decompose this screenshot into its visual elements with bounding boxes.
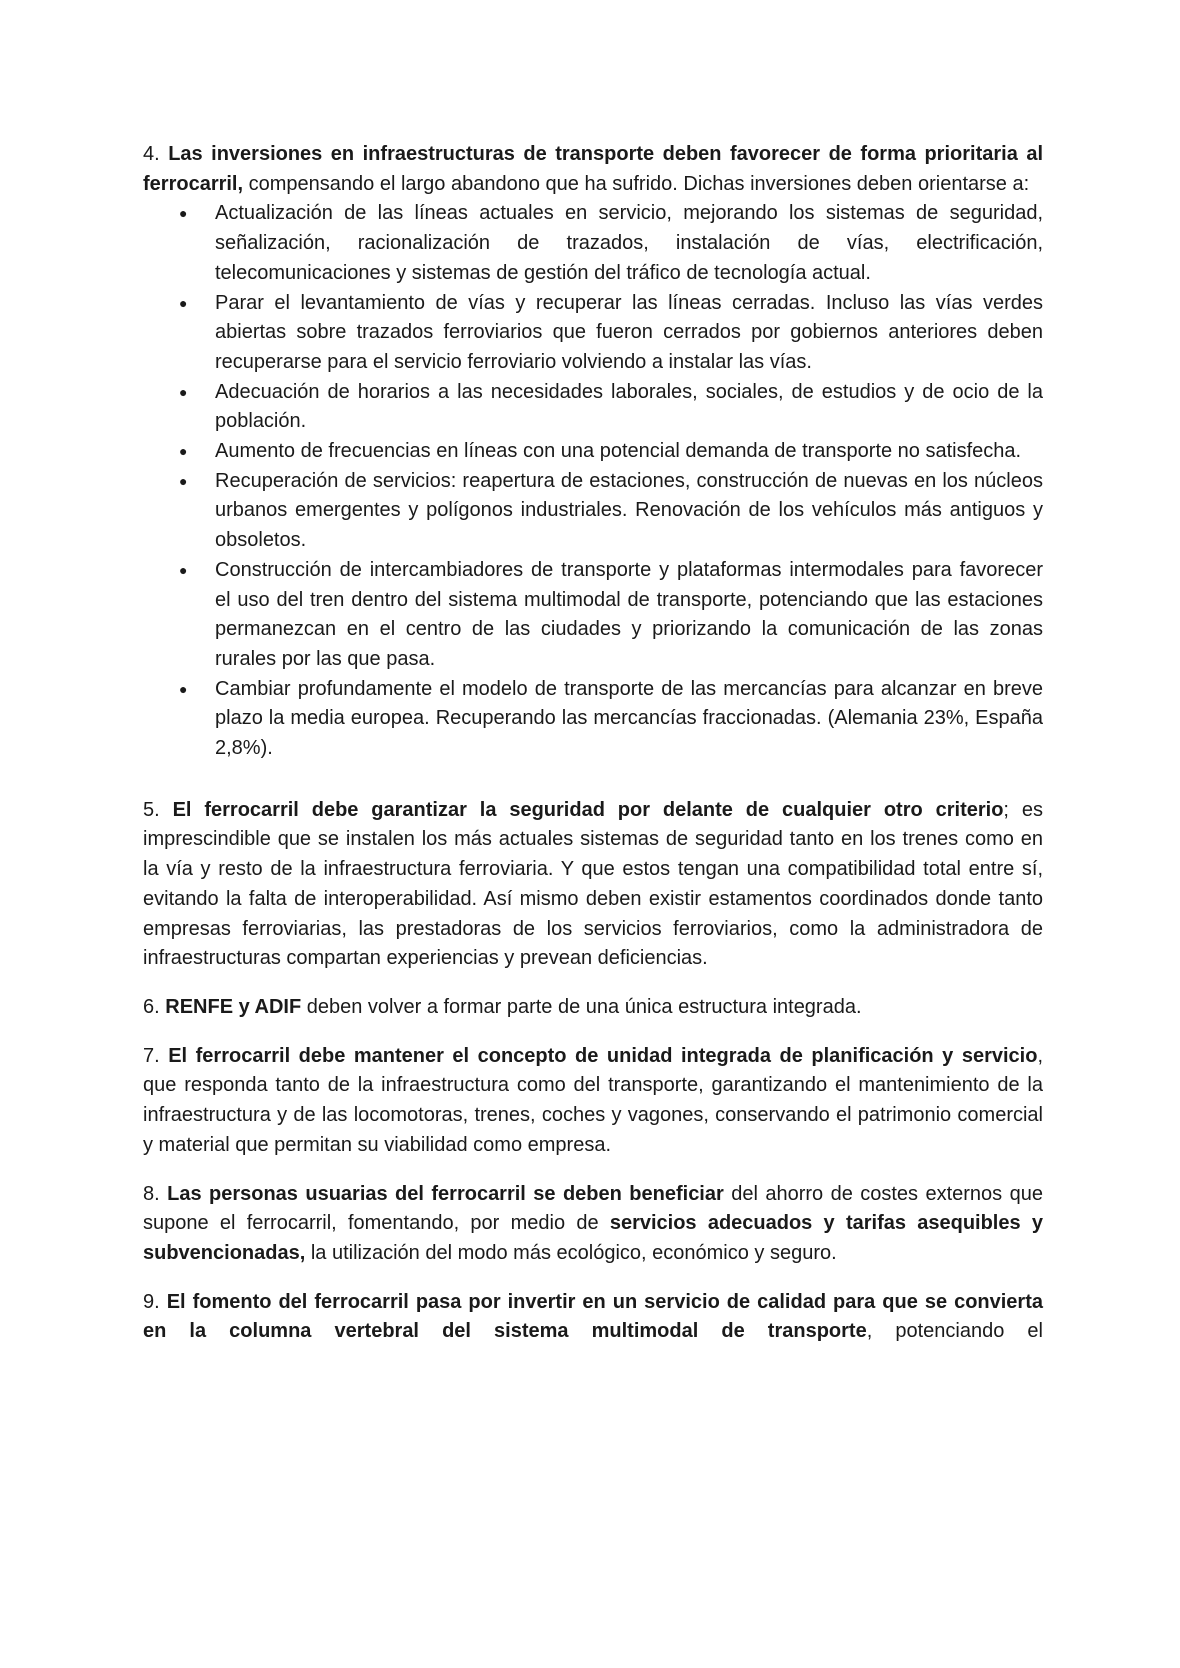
paragraph-7-text: , que responda tanto de la infraestructura como del transporte, garantizando el mantenimiento de la infraestructura y de las locomotoras, trenes, coches y vagones, conservando el patrimonio comercial y material que permitan su viabilidad como empresa. (143, 1044, 1043, 1156)
list-item-text: Adecuación de horarios a las necesidades laborales, sociales, de estudios y de ocio de la población. (215, 380, 1043, 433)
paragraph-9 (143, 1288, 1043, 1347)
paragraph-8-text-1: del ahorro de costes externos que supone el ferrocarril, fomentando, por medio de (143, 1182, 1043, 1235)
list-item (143, 199, 1043, 288)
paragraph-7-bold: El ferrocarril debe mantener el concepto de unidad integrada de planificación y servicio (168, 1044, 1038, 1067)
bullet-icon: ● (179, 205, 188, 222)
paragraph-4-number: 4. (143, 143, 169, 165)
list-item (143, 467, 1043, 556)
bullet-icon: ● (179, 472, 188, 489)
list-item (143, 437, 1043, 467)
paragraph-7-number: 7. (143, 1044, 169, 1067)
paragraph-6-text: deben volver a formar parte de una única estructura integrada. (301, 995, 862, 1018)
list-item-text: Actualización de las líneas actuales en servicio, mejorando los sistemas de seguridad, señalización, racionalización de trazados, instalación de vías, electrificación, telecomunicaciones y sistemas de gestión del tráfico de tecnología actual. (215, 202, 1043, 284)
paragraph-4-text: compensando el largo abandono que ha sufrido. Dichas inversiones deben orientarse a: (243, 172, 1030, 195)
list-item-text: Aumento de frecuencias en líneas con una potencial demanda de transporte no satisfecha. (215, 440, 1022, 463)
list-item (143, 675, 1043, 764)
paragraph-7 (143, 1042, 1043, 1161)
list-item (143, 289, 1043, 378)
document-page (143, 140, 1043, 1347)
bullet-icon: ● (179, 443, 188, 460)
list-item (143, 556, 1043, 675)
paragraph-5-text: ; es imprescindible que se instalen los más actuales sistemas de seguridad tanto en los trenes como en la vía y resto de la infraestructura ferroviaria. Y que estos tengan una compatibilidad total entre sí, evitando la falta de interoperabilidad. Así mismo deben existir estamentos coordinados donde tanto empresas ferroviarias, las prestadoras de los servicios ferroviarios, como la administradora de infraestructuras compartan experiencias y prevean deficiencias. (143, 798, 1043, 970)
bullet-icon: ● (179, 680, 188, 697)
paragraph-9-bold: El fomento del ferrocarril pasa por invertir en un servicio de calidad para que se convierta en la columna vertebral del sistema multimodal de transporte (143, 1290, 1043, 1343)
paragraph-8-bold-2: servicios adecuados y tarifas asequibles y subvencionadas, (143, 1212, 1043, 1264)
paragraph-5 (143, 796, 1043, 974)
paragraph-8 (143, 1180, 1043, 1269)
list-item (143, 378, 1043, 437)
list-item-text: Cambiar profundamente el modelo de transporte de las mercancías para alcanzar en breve plazo la media europea. Recuperando las mercancías fraccionadas. (Alemania 23%, España 2,8%). (215, 677, 1043, 760)
paragraph-4-bold: Las inversiones en infraestructuras de transporte deben favorecer de forma prioritaria al ferrocarril, (143, 143, 1043, 195)
paragraph-4-intro (143, 140, 1043, 199)
bullet-icon: ● (179, 383, 188, 400)
paragraph-6 (143, 993, 1043, 1023)
paragraph-9-text: , potenciando el (866, 1320, 1043, 1343)
paragraph-8-number: 8. (143, 1182, 168, 1205)
paragraph-5-bold: El ferrocarril debe garantizar la seguridad por delante de cualquier otro criterio (172, 798, 1004, 821)
list-item-text: Recuperación de servicios: reapertura de estaciones, construcción de nuevas en los núcleos urbanos emergentes y polígonos industriales. Renovación de los vehículos más antiguos y obsoletos. (215, 469, 1043, 552)
paragraph-5-number: 5. (143, 798, 173, 821)
paragraph-6-number: 6. (143, 995, 166, 1018)
paragraph-8-text-2: la utilización del modo más ecológico, económico y seguro. (305, 1241, 837, 1264)
paragraph-6-bold: RENFE y ADIF (165, 995, 302, 1018)
investment-list (143, 199, 1043, 763)
list-item-text: Parar el levantamiento de vías y recuperar las líneas cerradas. Incluso las vías verdes abiertas sobre trazados ferroviarios que fueron cerrados por gobiernos anteriores deben recuperarse para el servicio ferroviario volviendo a instalar las vías. (215, 291, 1043, 373)
paragraph-9-number: 9. (143, 1290, 167, 1313)
paragraph-8-bold-1: Las personas usuarias del ferrocarril se deben beneficiar (167, 1182, 724, 1205)
bullet-icon: ● (179, 561, 188, 578)
list-item-text: Construcción de intercambiadores de transporte y plataformas intermodales para favorecer el uso del tren dentro del sistema multimodal de transporte, potenciando que las estaciones permanezcan en el centro de las ciudades y priorizando la comunicación de las zonas rurales por las que pasa. (215, 558, 1043, 670)
bullet-icon: ● (179, 294, 188, 311)
